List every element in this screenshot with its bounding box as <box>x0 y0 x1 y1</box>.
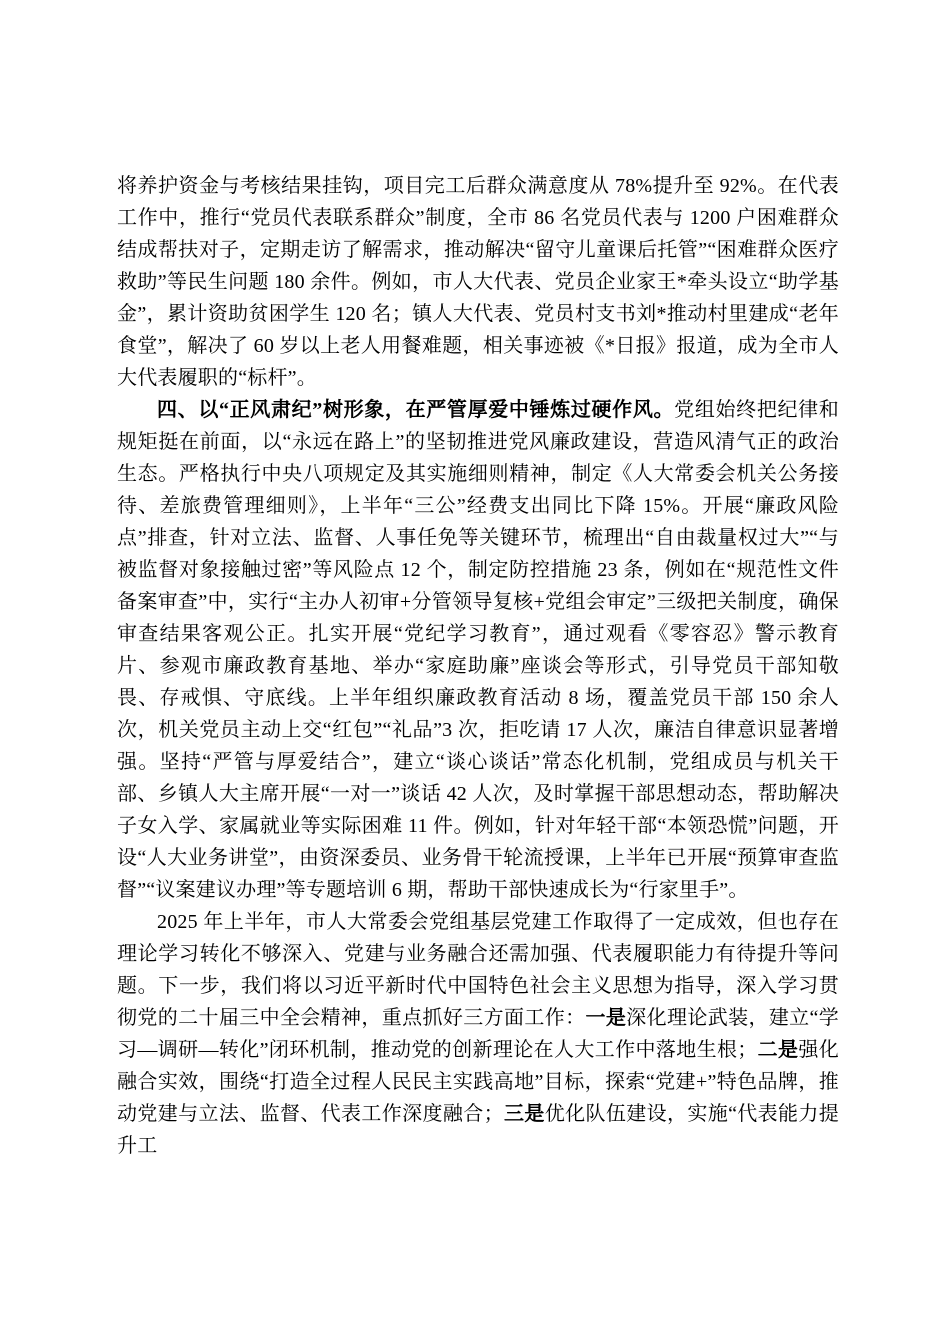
text-run: 深化理论武装，建立“学习—调研—转化”闭环机制，推动党的创新理论在人大工作中落地生根； <box>117 1007 839 1061</box>
paragraph-summary <box>117 906 839 1162</box>
text-run: 党组始终把纪律和规矩挺在前面，以“永远在路上”的坚韧推进党风廉政建设，营造风清气正的政治生态。严格执行中央八项规定及其实施细则精神，制定《人大常委会机关公务接待、差旅费管理细则》，上半年“三公”经费支出同比下降 15%。开展“廉政风险点”排查，针对立法、监督、人事任免等关键环节，梳理出“自由裁量权过大”“与被监督对象接触过密”等风险点 12 个，制定防控措施 23 条，例如在“规范性文件备案审查”中，实行“主办人初审+分管领导复核+党组会审定”三级把关制度，确保审查结果客观公正。扎实开展“党纪学习教育”，通过观看《零容忍》警示教育片、参观市廉政教育基地、举办“家庭助廉”座谈会等形式，引导党员干部知敬畏、存戒惧、守底线。上半年组织廉政教育活动 8 场，覆盖党员干部 150 余人次，机关党员主动上交“红包”“礼品”3 次，拒吃请 17 人次，廉洁自律意识显著增强。坚持“严管与厚爱结合”，建立“谈心谈话”常态化机制，党组成员与机关干部、乡镇人大主席开展“一对一”谈话 42 人次，及时掌握干部思想动态，帮助解决子女入学、家属就业等实际困难 11 件。例如，针对年轻干部“本领恐慌”问题，开设“人大业务讲堂”，由资深委员、业务骨干轮流授课，上半年已开展“预算审查监督”“议案建议办理”等专题培训 6 期，帮助干部快速成长为“行家里手”。 <box>117 399 839 901</box>
document-body <box>117 170 839 1162</box>
text-run: 2025 年上半年，市人大常委会党组基层党建工作取得了一定成效，但也存在理论学习转化不够深入、党建与业务融合还需加强、代表履职能力有待提升等问题。下一步，我们将以习近平新时代中国特色社会主义思想为指导，深入学习贯彻党的二十届三中全会精神，重点抓好三方面工作： <box>117 911 839 1029</box>
paragraph-section-4 <box>117 394 839 906</box>
section-heading-run: 四、以“正风肃纪”树形象，在严管厚爱中锤炼过硬作风。 <box>157 399 675 421</box>
emphasis-run-first: 一是 <box>585 1007 627 1029</box>
text-run: 强化融合实效，围绕“打造全过程人民民主实践高地”目标，探索“党建+”特色品牌，推动党建与立法、监督、代表工作深度融合； <box>117 1039 839 1125</box>
paragraph-continuation <box>117 170 839 394</box>
emphasis-run-third: 三是 <box>503 1103 545 1125</box>
text-run: 将养护资金与考核结果挂钩，项目完工后群众满意度从 78%提升至 92%。在代表工作中，推行“党员代表联系群众”制度，全市 86 名党员代表与 1200 户困难群众结成帮扶对子，定期走访了解需求，推动解决“留守儿童课后托管”“困难群众医疗救助”等民生问题 180 余件。例如，市人大代表、党员企业家王*牵头设立“助学基金”，累计资助贫困学生 120 名；镇人大代表、党员村支书刘*推动村里建成“老年食堂”，解决了 60 岁以上老人用餐难题，相关事迹被《*日报》报道，成为全市人大代表履职的“标杆”。 <box>117 175 839 389</box>
text-run: 优化队伍建设，实施“代表能力提升工 <box>117 1103 839 1157</box>
emphasis-run-second: 二是 <box>757 1039 799 1061</box>
